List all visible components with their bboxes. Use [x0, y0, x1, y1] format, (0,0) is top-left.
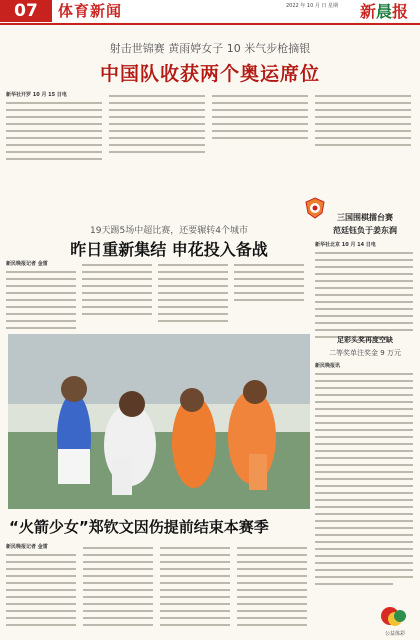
story1-byline: 新华社开罗 10 月 15 日电 [6, 92, 67, 98]
story1-headline: 中国队收获两个奥运席位 [99, 63, 320, 85]
story4-body [315, 363, 415, 598]
public-welfare-label: 公益体彩 [384, 631, 405, 637]
story2-kicker: 三国围棋擂台赛 [337, 213, 393, 222]
story2-headline: 范廷钰负于姜东润 [333, 226, 397, 235]
public-welfare-logo [378, 604, 412, 634]
date-line: 2022 年 10 月 日 星期 [286, 3, 339, 9]
page-header-bar [0, 0, 420, 22]
story1-body [6, 92, 414, 164]
story4-byline: 新民晚报讯 [315, 363, 341, 369]
story5-headline: “火箭少女”郑钦文因伤提前结束本赛季 [9, 518, 269, 536]
story2-byline: 新华社北京 10 月 14 日电 [315, 242, 376, 248]
section-title: 体育新闻 [58, 2, 123, 20]
story3-byline: 新民晚报记者 金雷 [6, 261, 48, 267]
story4-headline: 二等奖单注奖金 9 万元 [329, 349, 401, 357]
story5-body [6, 544, 308, 636]
story1-kicker: 射击世锦赛 黄雨婷女子 10 米气步枪摘银 [109, 42, 311, 55]
football-match-photo [8, 334, 310, 509]
story5-byline: 新民晚报记者 金雷 [6, 544, 48, 550]
story3-kicker: 19天踢5场中超比赛，还要辗转4个城市 [90, 226, 248, 236]
newspaper-logo: 新晨报 [360, 2, 409, 21]
story2-body [315, 242, 415, 344]
top-rule [0, 23, 420, 25]
story3-headline: 昨日重新集结 申花投入备战 [70, 240, 268, 259]
page-number: 07 [0, 0, 52, 22]
story4-kicker: 足彩头奖再度空缺 [337, 336, 393, 344]
story3-body [6, 261, 306, 339]
